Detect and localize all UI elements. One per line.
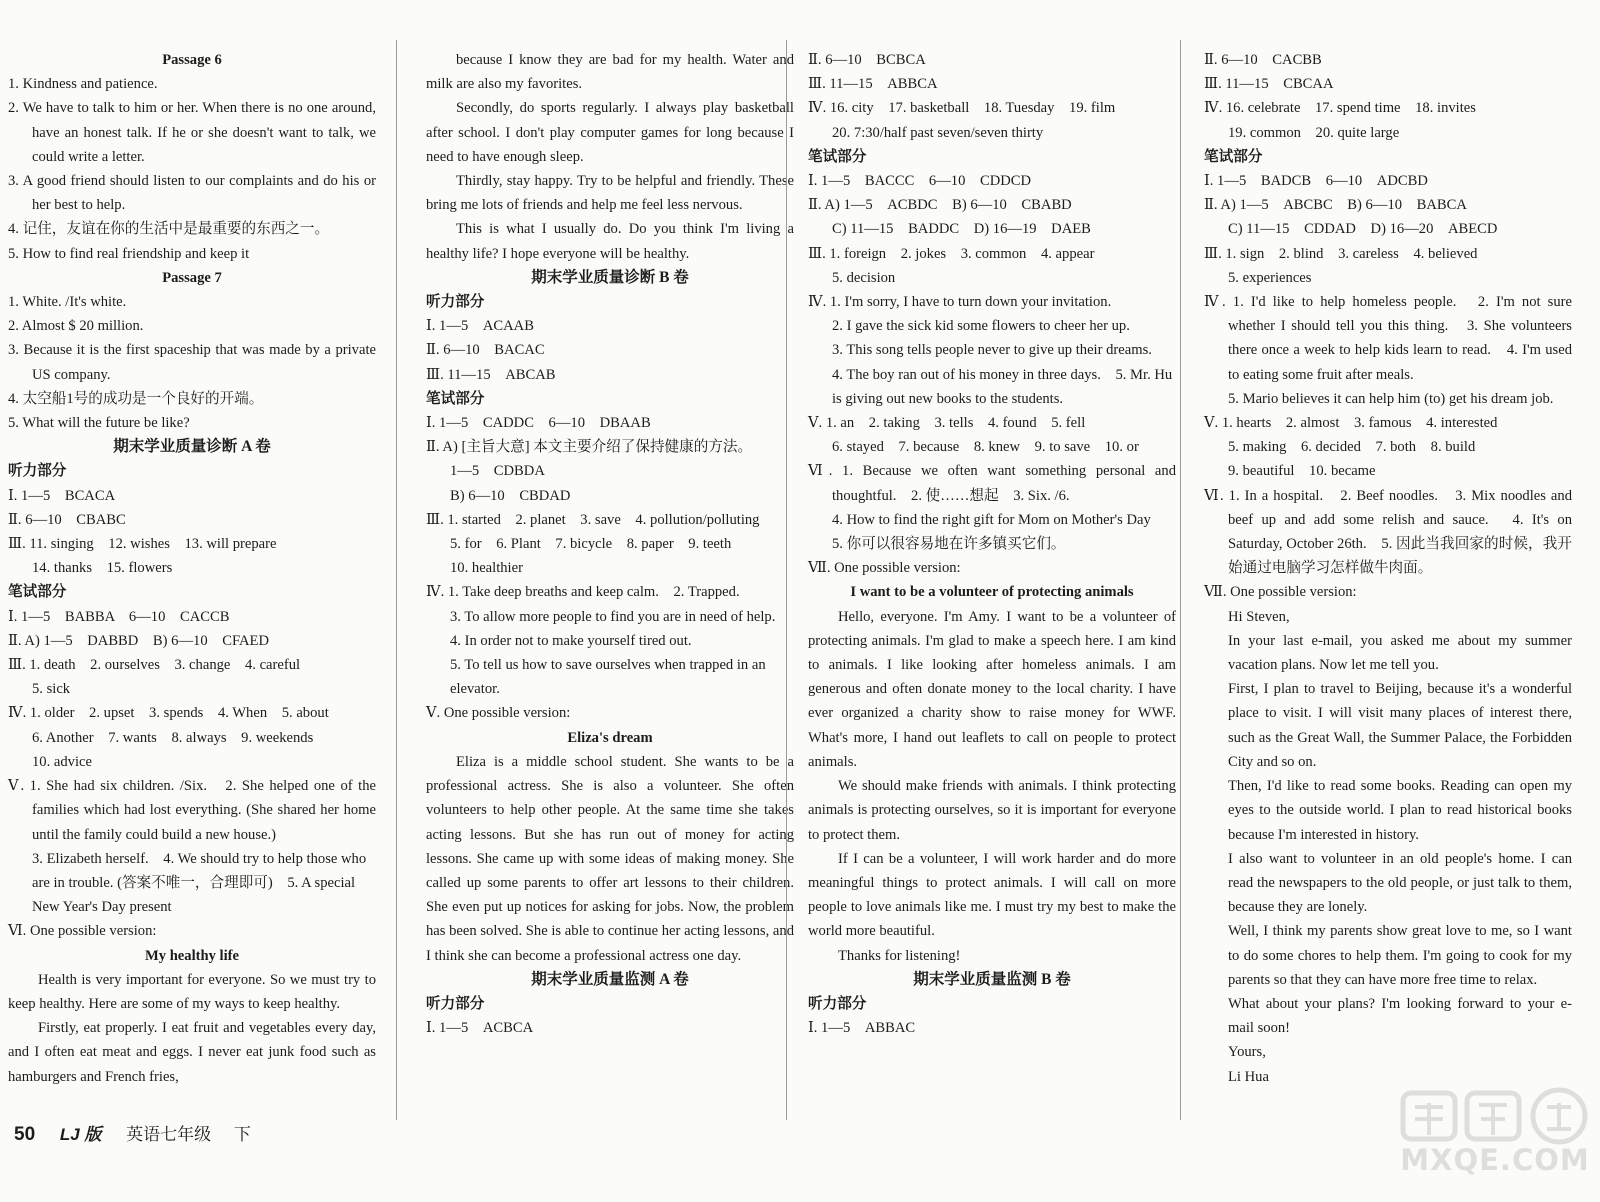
column-2	[426, 48, 794, 1040]
column-1	[8, 48, 376, 1089]
text-line: Ⅲ. 11—15 ABBCA	[808, 76, 938, 93]
subject-label: 英语七年级	[126, 1125, 212, 1144]
text-line: 5. What will the future be like?	[8, 415, 190, 432]
section-heading: I want to be a volunteer of protecting animals	[850, 584, 1134, 601]
text-line: 3. A good friend should listen to our complaints and do his or her best to help.	[8, 173, 376, 214]
text-line: 3. Elizabeth herself. 4. We should try to help those who are in trouble. (答案不唯一，合理即可) 5. A special New Year's Day present	[32, 850, 367, 916]
text-line: Ⅱ. A) 1—5 ABCBC B) 6—10 BABCA	[1204, 197, 1467, 214]
text-line: 9. beautiful 10. became	[1228, 463, 1376, 480]
text-line: Ⅲ. 1. sign 2. blind 3. careless 4. believed	[1204, 245, 1478, 262]
text-line: We should make friends with animals. I think protecting animals is protecting ourselves, so it is important for everyone to protect them.	[808, 778, 1176, 843]
text-line: Ⅲ. 11. singing 12. wishes 13. will prepare	[8, 536, 277, 553]
text-line: Ⅶ. One possible version:	[1204, 584, 1357, 601]
section-heading: 期末学业质量诊断 A 卷	[113, 438, 271, 456]
text-line: Ⅰ. 1—5 ABBAC	[808, 1020, 916, 1037]
text-line: Ⅴ. 1. an 2. taking 3. tells 4. found 5. fell	[808, 415, 1086, 432]
text-line: because I know they are bad for my health. Water and milk are also my favorites.	[426, 52, 794, 93]
section-heading: 期末学业质量监测 A 卷	[531, 970, 689, 988]
text-line: Ⅶ. One possible version:	[808, 560, 961, 577]
watermark-text: MXQE.COM	[1400, 1143, 1590, 1177]
page-number: 50	[14, 1124, 36, 1145]
text-line: 5. sick	[32, 681, 71, 698]
text-line: 1—5 CDBDA	[450, 463, 545, 480]
text-line: 5. To tell us how to save ourselves when trapped in an elevator.	[450, 657, 766, 698]
text-line: 听力部分	[426, 294, 485, 311]
text-line: Ⅴ. 1. hearts 2. almost 3. famous 4. interested	[1204, 415, 1498, 432]
text-line: Thirdly, stay happy. Try to be helpful and friendly. These bring me lots of friends and help me feel less nervous.	[426, 173, 794, 214]
text-line: 5. Mario believes it can help him (to) get his dream job.	[1228, 390, 1554, 407]
text-line: Ⅱ. 6—10 BACAC	[426, 342, 545, 359]
text-line: Hello, everyone. I'm Amy. I want to be a volunteer of protecting animals. I'm glad to make a speech here. I am kind to animals. I like looking after homeless animals. I am generous and often donate money to the local charity. I have ever organized a charity show to raise money for WWF. What's more, I hand out leaflets to call on people to protect animals.	[808, 608, 1176, 770]
text-line: Ⅱ. 6—10 BCBCA	[808, 52, 926, 68]
text-line: Ⅳ. 16. celebrate 17. spend time 18. invites	[1204, 100, 1476, 117]
text-line: 3. To allow more people to find you are in need of help. 4. In order not to make yourself tired out.	[450, 608, 790, 649]
text-line: Ⅵ. 1. In a hospital. 2. Beef noodles. 3. Mix noodles and beef up and add some relish and sauce. 4. It's on Saturday, October 26th. 5. 因此当我回家的时候，我开始通过电脑学习怎样做牛肉面。	[1204, 487, 1572, 577]
text-line: 3. This song tells people never to give up their dreams. 4. The boy ran out of his money in three days. 5. Mr. Hu is giving out new books to the students.	[832, 342, 1173, 407]
text-line: Then, I'd like to read some books. Reading can open my eyes to the outside world. I plan to read historical books because I'm interested in history.	[1228, 778, 1572, 843]
text-line: 3. Because it is the first spaceship that was made by a private US company.	[8, 342, 376, 383]
text-line: Firstly, eat properly. I eat fruit and vegetables every day, and I often eat meat and eggs. I never eat junk food such as hamburgers and French fries,	[8, 1020, 376, 1085]
text-line: 听力部分	[808, 995, 867, 1012]
text-line: Ⅱ. 6—10 CBABC	[8, 511, 126, 528]
text-line: Ⅱ. 6—10 CACBB	[1204, 52, 1322, 68]
text-line: Ⅳ. 16. city 17. basketball 18. Tuesday 19. film	[808, 100, 1116, 117]
text-line: 2. I gave the sick kid some flowers to cheer her up.	[832, 318, 1130, 335]
text-line: Ⅲ. 1. started 2. planet 3. save 4. pollution/polluting	[426, 511, 760, 528]
text-line: 10. advice	[32, 753, 92, 770]
text-line: Ⅰ. 1—5 BABBA 6—10 CACCB	[8, 608, 230, 625]
text-line: 1. White. /It's white.	[8, 294, 127, 311]
text-line: Ⅵ. 1. Because we often want something personal and thoughtful. 2. 使……想起 3. Six. /6.	[808, 463, 1176, 504]
text-line: Hi Steven,	[1228, 608, 1290, 625]
text-line: 5. experiences	[1228, 269, 1312, 286]
text-line: Secondly, do sports regularly. I always play basketball after school. I don't play computer games for long because I need to have enough sleep.	[426, 100, 794, 165]
section-heading: My healthy life	[144, 947, 240, 964]
text-line: Eliza is a middle school student. She wants to be a professional actress. She is also a volunteer. She often volunteers to help other people. At the same time she takes acting lessons. But she has run out of money for acting lessons. She came up with some ideas of making money. She called up some parents to offer art lessons to their children. She even put up notices for asking for jobs. Now, the problem has been solved. She is able to continue her acting lessons, and I think she can become a professional actress one day.	[426, 753, 794, 964]
text-line: 听力部分	[8, 463, 67, 480]
text-line: B) 6—10 CBDAD	[450, 487, 571, 504]
text-line: C) 11—15 CDDAD D) 16—20 ABECD	[1228, 221, 1498, 238]
text-line: Ⅰ. 1—5 ACAAB	[426, 318, 534, 335]
text-line: Ⅱ. A) [主旨大意] 本文主要介绍了保持健康的方法。	[426, 439, 753, 456]
column-divider	[1180, 40, 1181, 1120]
text-line: 笔试部分	[426, 390, 485, 407]
text-line: Ⅲ. 1. death 2. ourselves 3. change 4. careful	[8, 657, 301, 674]
text-line: Ⅴ. 1. She had six children. /Six. 2. She helped one of the families which had lost everything. (She shared her home until the family could build a new house.)	[8, 778, 376, 843]
text-line: 20. 7:30/half past seven/seven thirty	[832, 124, 1044, 141]
text-line: Ⅱ. A) 1—5 ACBDC B) 6—10 CBABD	[808, 197, 1072, 214]
text-line: C) 11—15 BADDC D) 16—19 DAEB	[832, 221, 1091, 238]
text-line: 1. Kindness and patience.	[8, 76, 158, 93]
section-heading: Passage 6	[162, 52, 222, 68]
text-line: 6. stayed 7. because 8. knew 9. to save 10. or	[832, 439, 1139, 456]
column-4	[1204, 48, 1572, 1089]
text-line: 5. How to find real friendship and keep it	[8, 245, 250, 262]
text-line: Ⅲ. 1. foreign 2. jokes 3. common 4. appear	[808, 245, 1095, 262]
text-line: Health is very important for everyone. So we must try to keep healthy. Here are some of my ways to keep healthy.	[8, 971, 376, 1012]
text-line: 14. thanks 15. flowers	[32, 560, 173, 577]
text-line: 笔试部分	[8, 584, 67, 601]
text-line: 10. healthier	[450, 560, 523, 577]
text-line: Ⅳ. 1. older 2. upset 3. spends 4. When 5. about	[8, 705, 329, 722]
text-line: 4. 记住，友谊在你的生活中是最重要的东西之一。	[8, 221, 330, 238]
text-line: If I can be a volunteer, I will work harder and do more meaningful things to protect animals. I will call on more people to love animals like me. I must try my best to make the world more beautiful.	[808, 850, 1176, 940]
text-line: 2. Almost $ 20 million.	[8, 318, 144, 335]
text-line: Ⅰ. 1—5 ACBCA	[426, 1020, 534, 1037]
text-line: This is what I usually do. Do you think I'm living a healthy life? I hope everyone will be healthy.	[426, 221, 794, 262]
text-line: First, I plan to travel to Beijing, because it's a wonderful place to visit. I will visit many places of interest there, such as the Great Wall, the Summer Palace, the Forbidden City and so on.	[1228, 681, 1572, 770]
text-line: Ⅰ. 1—5 BADCB 6—10 ADCBD	[1204, 173, 1428, 190]
text-line: Ⅴ. One possible version:	[426, 705, 571, 722]
text-line: Ⅲ. 11—15 CBCAA	[1204, 76, 1334, 93]
text-line: 听力部分	[426, 995, 485, 1012]
volume-label: 下	[233, 1125, 251, 1144]
text-line: In your last e-mail, you asked me about my summer vacation plans. Now let me tell you.	[1228, 632, 1572, 674]
text-line: Ⅰ. 1—5 BACCC 6—10 CDDCD	[808, 173, 1032, 190]
text-line: Ⅱ. A) 1—5 DABBD B) 6—10 CFAED	[8, 632, 269, 649]
text-line: 5. for 6. Plant 7. bicycle 8. paper 9. teeth	[450, 536, 732, 553]
column-divider	[786, 40, 787, 1120]
column-3	[808, 48, 1176, 1040]
text-line: Well, I think my parents show great love to me, so I want to do some chores to help them. I'm going to cook for my parents so that they can have more free time to relax.	[1228, 923, 1572, 988]
text-line: Ⅰ. 1—5 BCACA	[8, 487, 116, 504]
text-line: 5. making 6. decided 7. both 8. build	[1228, 439, 1476, 456]
page-footer	[14, 1120, 251, 1146]
text-line: Ⅳ. 1. Take deep breaths and keep calm. 2. Trapped.	[426, 584, 740, 601]
edition-label: LJ 版	[59, 1125, 102, 1144]
text-line: Yours,	[1228, 1044, 1266, 1061]
text-line: 19. common 20. quite large	[1228, 124, 1400, 141]
text-line: 4. 太空船1号的成功是一个良好的开端。	[8, 390, 264, 407]
section-heading: 期末学业质量诊断 B 卷	[531, 268, 689, 286]
text-line: 笔试部分	[1204, 148, 1263, 165]
text-line: Ⅳ. 1. I'd like to help homeless people. 2. I'm not sure whether I should tell you this thing. 3. She volunteers there once a week to help kids learn to read. 4. I'm used to eating some fruit after meals.	[1204, 294, 1572, 383]
text-line: 2. We have to talk to him or her. When there is no one around, have an honest talk. If he or she doesn't want to talk, we could write a letter.	[8, 100, 376, 165]
text-line: Thanks for listening!	[838, 947, 961, 964]
text-line: I also want to volunteer in an old people's home. I can read the newspapers to the old people, or just talk to them, because they are lonely.	[1228, 850, 1572, 916]
section-heading: Eliza's dream	[567, 729, 653, 746]
text-line: Ⅰ. 1—5 CADDC 6—10 DBAAB	[426, 415, 651, 432]
column-divider	[396, 40, 397, 1120]
watermark-logo	[1395, 1083, 1595, 1193]
text-line: Ⅳ. 1. I'm sorry, I have to turn down your invitation.	[808, 294, 1112, 311]
section-heading: 期末学业质量监测 B 卷	[913, 970, 1071, 988]
text-line: What about your plans? I'm looking forward to your e-mail soon!	[1228, 995, 1572, 1037]
text-line: Li Hua	[1228, 1068, 1269, 1085]
text-line: 5. decision	[832, 269, 896, 286]
text-line: Ⅵ. One possible version:	[8, 923, 157, 940]
text-line: 4. How to find the right gift for Mom on Mother's Day 5. 你可以很容易地在许多镇买它们。	[832, 511, 1166, 553]
text-line: 6. Another 7. wants 8. always 9. weekends	[32, 729, 314, 746]
text-line: Ⅲ. 11—15 ABCAB	[426, 366, 556, 383]
section-heading: Passage 7	[162, 269, 222, 286]
text-line: 笔试部分	[808, 148, 867, 165]
